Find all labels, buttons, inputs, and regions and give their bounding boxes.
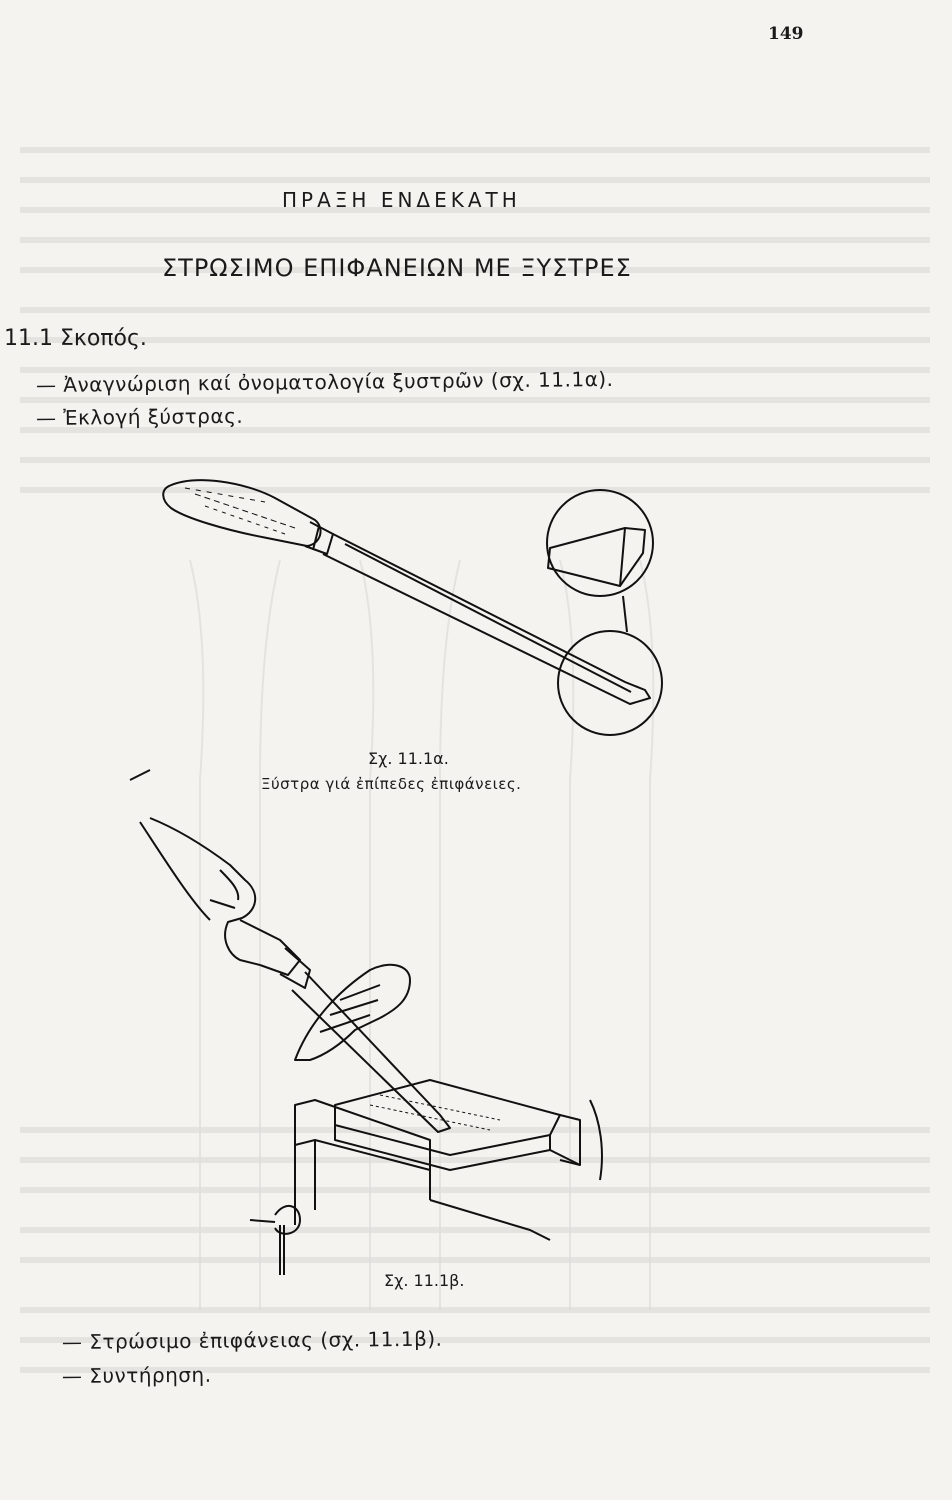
section-heading: 11.1 Σκοπός. <box>4 326 147 351</box>
page-number: 149 <box>768 24 804 44</box>
figure-label: Σχ. 11.1α. <box>368 749 449 768</box>
figure-label: Σχ. 11.1β. <box>384 1271 465 1290</box>
task-item: — Στρώσιμο ἐπιφάνειας (σχ. 11.1β). <box>61 1326 443 1354</box>
task-item: — Συντήρηση. <box>61 1362 212 1388</box>
chapter-title: ΣΤΡΩΣΙΜΟ ΕΠΙΦΑΝΕΙΩΝ ΜΕ ΞΥΣΤΡΕΣ <box>162 254 632 282</box>
figure-caption: Ξύστρα γιά ἐπίπεδες ἐπιφάνειες. <box>261 775 522 793</box>
objective-item: — Ἐκλογή ξύστρας. <box>35 403 244 430</box>
scraper-illustration <box>155 468 700 753</box>
objective-item: — Ἀναγνώριση καί ὀνοματολογία ξυστρῶν (σχ. 11.1α). <box>35 366 614 397</box>
scraping-illustration <box>110 760 630 1300</box>
chapter-label: ΠΡΑΞΗ ΕΝΔΕΚΑΤΗ <box>282 188 521 212</box>
